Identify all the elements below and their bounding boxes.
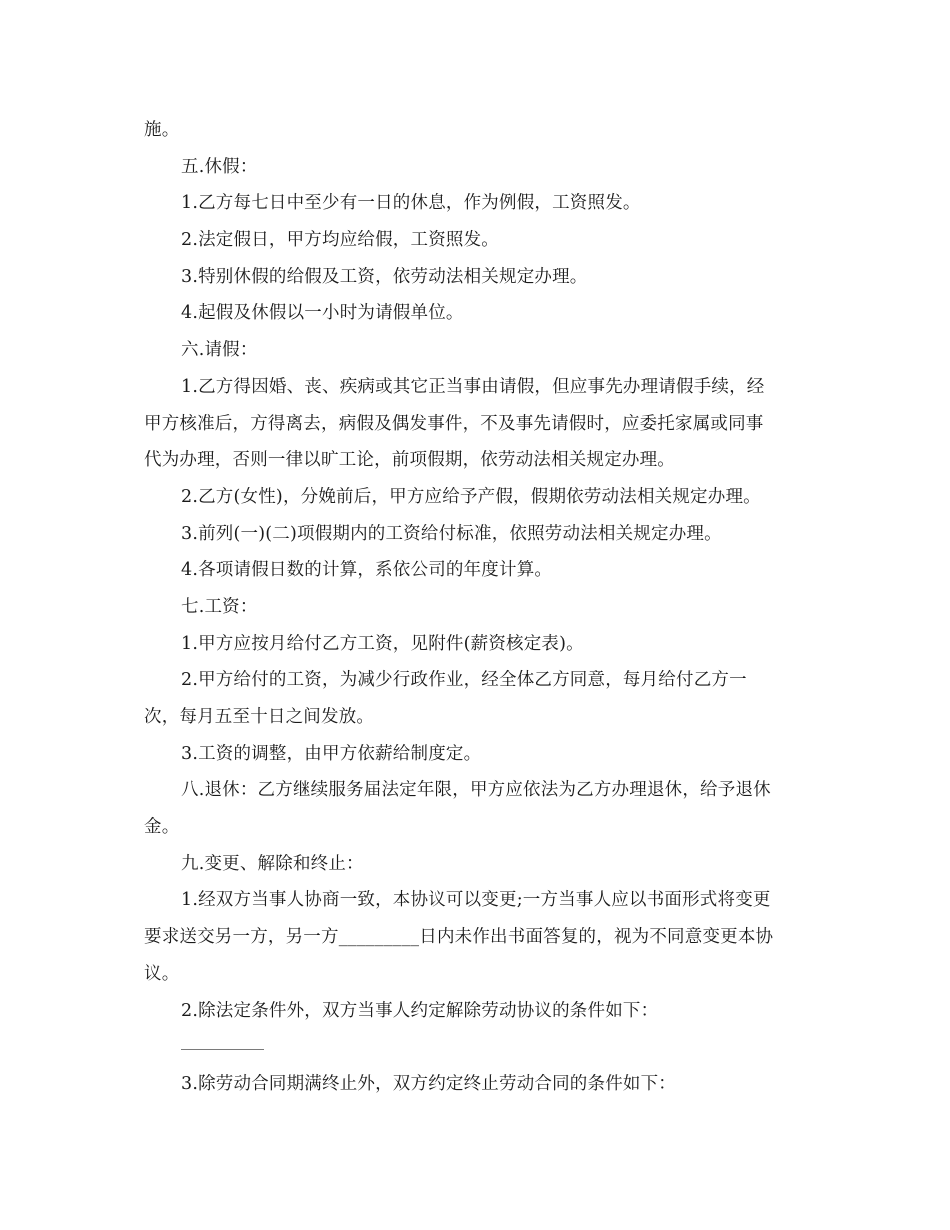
text-line: 议。 xyxy=(144,963,180,984)
text-line: 金。 xyxy=(144,817,180,838)
text-line: 1.甲方应按月给付乙方工资，见附件(薪资核定表)。 xyxy=(181,633,584,654)
text-line: 3.工资的调整，由甲方依薪给制度定。 xyxy=(181,743,482,764)
section-heading-wages: 七.工资： xyxy=(181,596,258,617)
text-line: 次，每月五至十日之间发放。 xyxy=(144,707,375,727)
document-body xyxy=(144,112,810,1103)
fill-in-blank xyxy=(144,1029,810,1066)
text-line: 4.起假及休假以一小时为请假单位。 xyxy=(181,303,464,324)
text-line: 1.乙方每七日中至少有一日的休息，作为例假，工资照发。 xyxy=(181,193,641,214)
text-line: 3.前列(一)(二)项假期内的工资给付标准，依照劳动法相关规定办理。 xyxy=(181,523,722,544)
text-line: 4.各项请假日数的计算，系依公司的年度计算。 xyxy=(181,560,553,581)
text-line: 要求送交另一方，另一方_________日内未作出书面答复的，视为不同意变更本协 xyxy=(144,927,774,948)
section-heading-retirement: 八.退休：乙方继续服务届法定年限，甲方应依法为乙方办理退休，给予退休 xyxy=(181,780,771,801)
text-line: 1.经双方当事人协商一致，本协议可以变更;一方当事人应以书面形式将变更 xyxy=(181,890,771,911)
text-line: 2.除法定条件外，双方当事人约定解除劳动协议的条件如下： xyxy=(181,1000,659,1021)
text-line: 2.乙方(女性)，分娩前后，甲方应给予产假，假期依劳动法相关规定办理。 xyxy=(181,486,761,507)
text-line: 施。 xyxy=(144,120,180,140)
text-line: 3.特别休假的给假及工资，依劳动法相关规定办理。 xyxy=(181,266,588,287)
text-line: 2.甲方给付的工资，为减少行政作业，经全体乙方同意，每月给付乙方一 xyxy=(181,670,747,691)
text-line: 甲方核准后，方得离去，病假及偶发事件，不及事先请假时，应委托家属或同事 xyxy=(144,413,764,434)
section-heading-termination: 九.变更、解除和终止： xyxy=(181,853,364,874)
text-line: 代为办理，否则一律以旷工论，前项假期，依劳动法相关规定办理。 xyxy=(144,450,675,471)
section-heading-leave: 六.请假： xyxy=(181,340,258,361)
text-line: 2.法定假日，甲方均应给假，工资照发。 xyxy=(181,230,499,251)
text-line: 1.乙方得因婚、丧、疾病或其它正当事由请假，但应事先办理请假手续，经 xyxy=(181,376,765,397)
blank-underline xyxy=(181,1049,264,1050)
text-line: 3.除劳动合同期满终止外，双方约定终止劳动合同的条件如下： xyxy=(181,1073,676,1094)
section-heading-vacation: 五.休假： xyxy=(181,156,258,177)
